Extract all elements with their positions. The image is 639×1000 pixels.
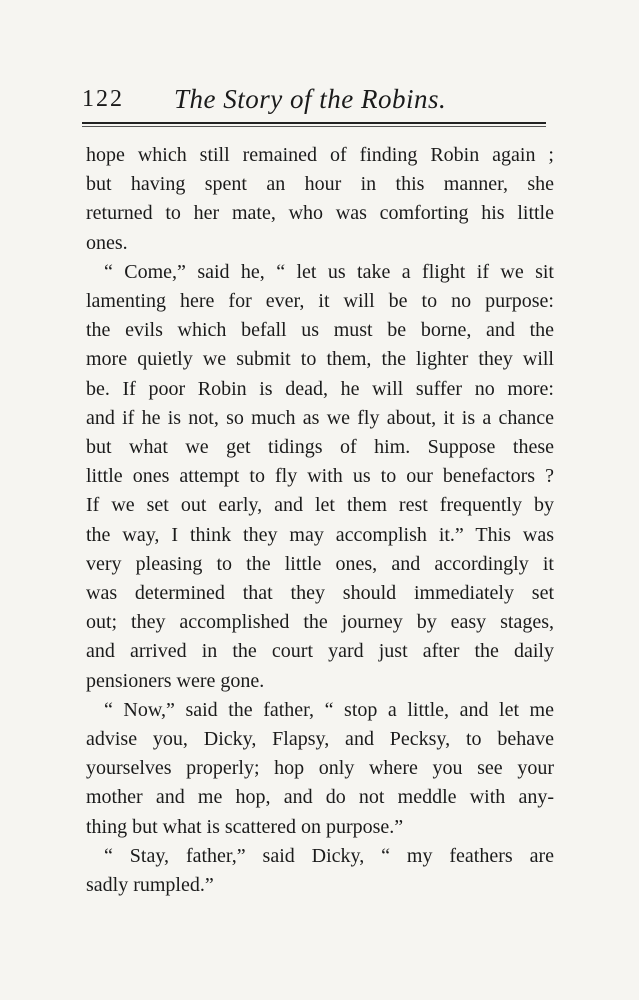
- text-line: the evils which befall us must be borne, and the: [86, 319, 554, 342]
- text-line: If we set out early, and let them rest frequently by: [86, 494, 554, 517]
- text-line: hope which still remained of finding Robin again ;: [86, 144, 554, 166]
- text-line: returned to her mate, who was comforting his little: [86, 202, 554, 225]
- body-text: [86, 141, 554, 900]
- text-line: yourselves properly; hop only where you see your: [86, 757, 554, 780]
- text-line: sadly rumpled.”: [86, 874, 214, 897]
- text-line: “ Stay, father,” said Dicky, “ my feathers are: [104, 844, 554, 867]
- text-line: but having spent an hour in this manner, she: [86, 173, 554, 196]
- text-line: ones.: [86, 231, 128, 254]
- text-line: thing but what is scattered on purpose.”: [86, 815, 404, 838]
- text-line: pensioners were gone.: [86, 669, 265, 692]
- header-rule: [82, 122, 546, 124]
- text-line: more quietly we submit to them, the lighter they will: [86, 348, 554, 371]
- running-title: The Story of the Robins.: [174, 84, 447, 114]
- page-number: 122: [82, 86, 124, 112]
- text-line: mother and me hop, and do not meddle with any-: [86, 786, 554, 809]
- text-line: “ Now,” said the father, “ stop a little, and let me: [104, 698, 554, 721]
- text-line: very pleasing to the little ones, and accordingly it: [86, 552, 554, 575]
- text-line: “ Come,” said he, “ let us take a flight if we sit: [104, 260, 554, 283]
- text-line: the way, I think they may accomplish it.” This was: [86, 523, 554, 546]
- text-line: and if he is not, so much as we fly about, it is a chance: [86, 406, 554, 429]
- text-line: be. If poor Robin is dead, he will suffer no more:: [86, 377, 554, 400]
- text-line: lamenting here for ever, it will be to no purpose:: [86, 290, 554, 313]
- text-line: out; they accomplished the journey by easy stages,: [86, 611, 554, 634]
- header-rule-thin: [82, 126, 546, 127]
- text-line: was determined that they should immediately set: [86, 582, 554, 605]
- text-line: advise you, Dicky, Flapsy, and Pecksy, to behave: [86, 728, 554, 751]
- text-line: but what we get tidings of him. Suppose these: [86, 436, 554, 459]
- text-line: little ones attempt to fly with us to our benefactors ?: [86, 465, 554, 488]
- text-line: and arrived in the court yard just after the daily: [86, 640, 554, 663]
- page-header: [82, 84, 547, 118]
